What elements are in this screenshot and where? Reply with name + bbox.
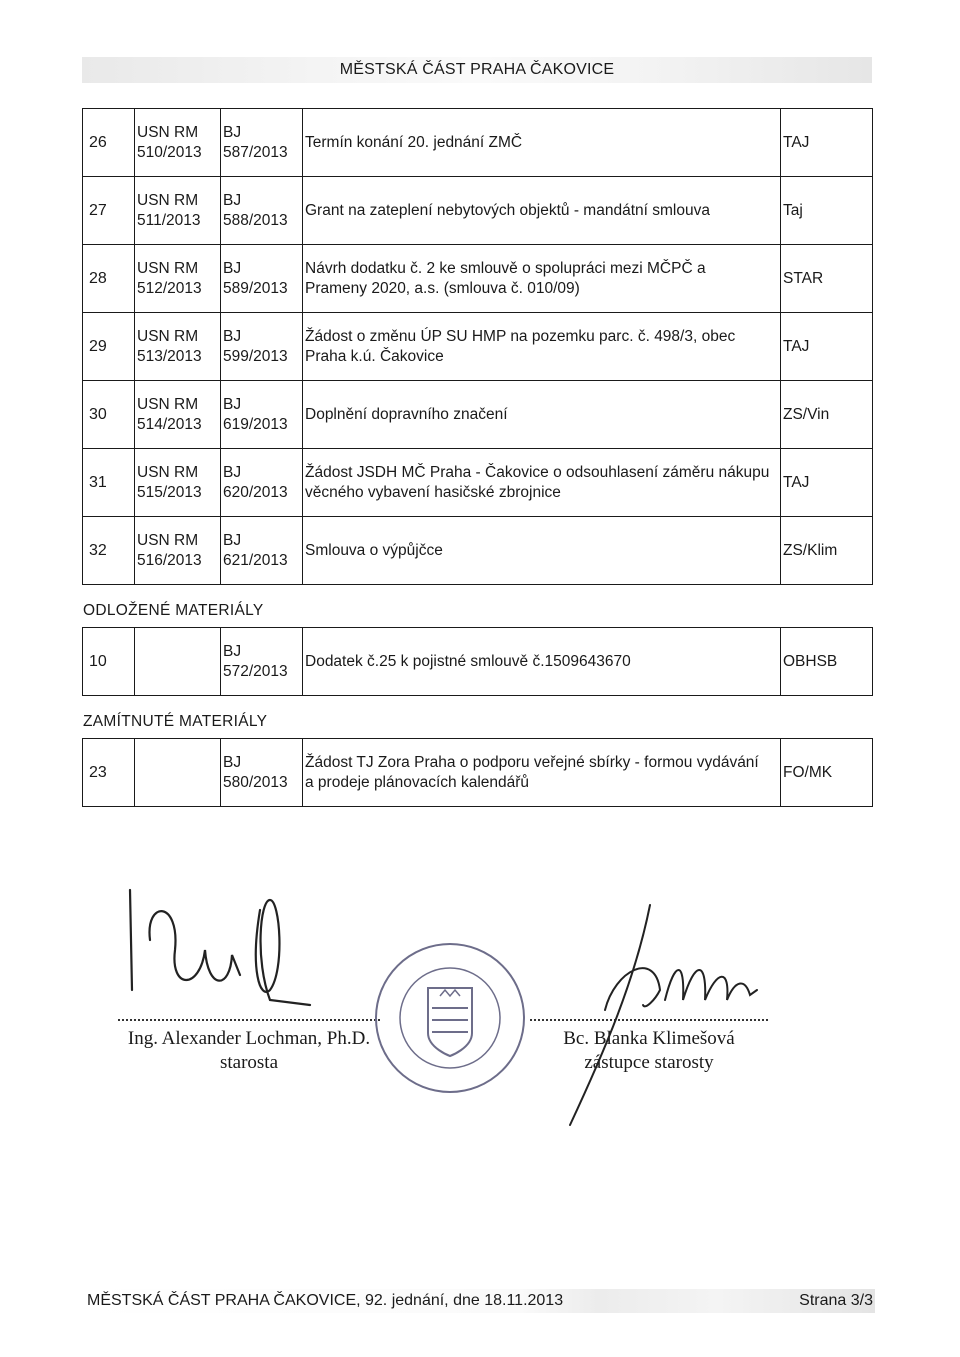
resolutions-table (82, 108, 873, 807)
subject-cell (303, 739, 781, 807)
bj-cell (221, 177, 303, 245)
subject-cell (303, 177, 781, 245)
subject-line-1: Návrh dodatku č. 2 ke smlouvě o spolupráci mezi MČPČ a (305, 259, 706, 277)
bj-cell (221, 628, 303, 696)
row-number: 26 (83, 109, 135, 177)
usn-cell (135, 245, 221, 313)
handwritten-signature-right (545, 890, 775, 1130)
subject-cell (303, 245, 781, 313)
section-heading-row (83, 585, 873, 628)
subject-line-1: Grant na zateplení nebytových objektů - mandátní smlouva (305, 201, 710, 219)
subject-cell (303, 449, 781, 517)
footer-page-number: Strana 3/3 (799, 1292, 873, 1309)
subject-cell (303, 517, 781, 585)
bj-number: 599/2013 (223, 347, 288, 365)
bj-cell (221, 449, 303, 517)
usn-cell (135, 449, 221, 517)
page-footer (85, 1289, 875, 1313)
section-title-deferred: ODLOŽENÉ MATERIÁLY (83, 585, 873, 628)
row-number: 29 (83, 313, 135, 381)
table-row (83, 313, 873, 381)
row-number: 31 (83, 449, 135, 517)
section-title-rejected: ZAMÍTNUTÉ MATERIÁLY (83, 696, 873, 739)
table-row (83, 245, 873, 313)
row-number: 23 (83, 739, 135, 807)
bj-label: BJ (223, 191, 242, 209)
bj-number: 572/2013 (223, 662, 288, 680)
bj-cell (221, 381, 303, 449)
usn-number: 511/2013 (137, 211, 201, 229)
table-row (83, 517, 873, 585)
usn-label: USN RM (137, 123, 199, 141)
subject-cell (303, 628, 781, 696)
responsible-cell: TAJ (781, 449, 873, 517)
bj-number: 587/2013 (223, 143, 288, 161)
table-row (83, 628, 873, 696)
row-number: 30 (83, 381, 135, 449)
usn-number: 510/2013 (137, 143, 202, 161)
subject-line-1: Doplnění dopravního značení (305, 405, 508, 423)
bj-number: 589/2013 (223, 279, 288, 297)
responsible-cell: Taj (781, 177, 873, 245)
signatory-left-name: Ing. Alexander Lochman, Ph.D. (127, 1028, 371, 1049)
subject-line-1: Dodatek č.25 k pojistné smlouvě č.1509643670 (305, 652, 631, 670)
subject-line-1: Žádost o změnu ÚP SU HMP na pozemku parc. č. 498/3, obec (305, 327, 736, 345)
bj-number: 619/2013 (223, 415, 288, 433)
usn-number: 515/2013 (137, 483, 202, 501)
signatory-right-name: Bc. Blanka Klimešová (563, 1028, 735, 1049)
bj-number: 588/2013 (223, 211, 288, 229)
responsible-cell: TAJ (781, 109, 873, 177)
responsible-cell: ZS/Vin (781, 381, 873, 449)
subject-cell (303, 381, 781, 449)
table-row (83, 109, 873, 177)
subject-line-1: Smlouva o výpůjčce (305, 541, 443, 559)
bj-cell (221, 517, 303, 585)
usn-cell (135, 739, 221, 807)
usn-label: USN RM (137, 327, 199, 345)
bj-cell (221, 245, 303, 313)
page-header (82, 57, 872, 83)
bj-cell (221, 739, 303, 807)
bj-label: BJ (223, 753, 242, 771)
section-heading-row (83, 696, 873, 739)
subject-line-1: Žádost TJ Zora Praha o podporu veřejné sbírky - formou vydávání (305, 753, 759, 771)
usn-cell (135, 313, 221, 381)
usn-number: 513/2013 (137, 347, 202, 365)
table-row (83, 739, 873, 807)
usn-number: 512/2013 (137, 279, 202, 297)
bj-number: 580/2013 (223, 773, 288, 791)
usn-number: 514/2013 (137, 415, 202, 433)
bj-number: 621/2013 (223, 551, 288, 569)
usn-label: USN RM (137, 531, 199, 549)
responsible-cell: STAR (781, 245, 873, 313)
responsible-cell: OBHSB (781, 628, 873, 696)
bj-label: BJ (223, 327, 242, 345)
bj-cell (221, 109, 303, 177)
bj-number: 620/2013 (223, 483, 288, 501)
subject-cell (303, 313, 781, 381)
bj-cell (221, 313, 303, 381)
usn-cell (135, 381, 221, 449)
usn-label: USN RM (137, 395, 199, 413)
row-number: 28 (83, 245, 135, 313)
table-row (83, 177, 873, 245)
responsible-cell: FO/MK (781, 739, 873, 807)
usn-cell (135, 628, 221, 696)
usn-label: USN RM (137, 191, 199, 209)
bj-label: BJ (223, 259, 242, 277)
usn-cell (135, 517, 221, 585)
table-row (83, 449, 873, 517)
responsible-cell: ZS/Klim (781, 517, 873, 585)
signatory-right-role: zástupce starosty (584, 1052, 714, 1073)
subject-cell (303, 109, 781, 177)
bj-label: BJ (223, 123, 242, 141)
handwritten-signature-left (110, 880, 350, 1030)
signatory-left-role: starosta (219, 1052, 279, 1073)
bj-label: BJ (223, 463, 242, 481)
subject-line-1: Termín konání 20. jednání ZMČ (305, 133, 523, 151)
row-number: 27 (83, 177, 135, 245)
subject-line-2: a prodeje plánovacích kalendářů (305, 773, 530, 791)
usn-cell (135, 109, 221, 177)
row-number: 10 (83, 628, 135, 696)
subject-line-2: Prameny 2020, a.s. (smlouva č. 010/09) (305, 279, 580, 297)
responsible-cell: TAJ (781, 313, 873, 381)
bj-label: BJ (223, 642, 242, 660)
usn-cell (135, 177, 221, 245)
row-number: 32 (83, 517, 135, 585)
bj-label: BJ (223, 531, 242, 549)
header-title: MĚSTSKÁ ČÁST PRAHA ČAKOVICE (339, 61, 615, 78)
subject-line-1: Žádost JSDH MČ Praha - Čakovice o odsouhlasení záměru nákupu (305, 463, 770, 481)
official-stamp (370, 938, 530, 1098)
usn-label: USN RM (137, 463, 199, 481)
subject-line-2: věcného vybavení hasičské zbrojnice (305, 483, 561, 501)
table-row (83, 381, 873, 449)
subject-line-2: Praha k.ú. Čakovice (305, 347, 444, 365)
bj-label: BJ (223, 395, 242, 413)
footer-meeting-info: MĚSTSKÁ ČÁST PRAHA ČAKOVICE, 92. jednání, dne 18.11.2013 (87, 1292, 564, 1309)
usn-label: USN RM (137, 259, 199, 277)
usn-number: 516/2013 (137, 551, 202, 569)
